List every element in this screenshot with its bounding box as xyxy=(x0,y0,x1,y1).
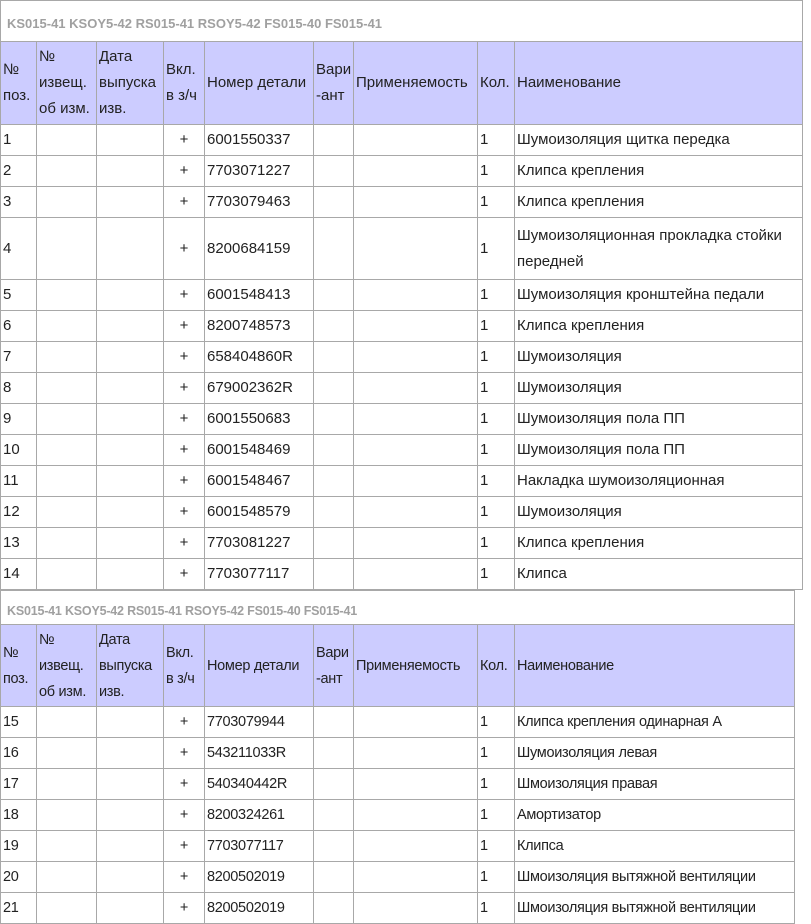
table-cell: 7 xyxy=(1,342,37,373)
column-header: Дата выпуска изв. xyxy=(97,625,164,707)
table-cell xyxy=(354,373,478,404)
table-cell: Амортизатор xyxy=(515,800,795,831)
table-cell: 8200502019 xyxy=(205,893,314,924)
table-cell: + xyxy=(164,831,205,862)
table-cell xyxy=(97,156,164,187)
table-cell: 13 xyxy=(1,528,37,559)
table-cell xyxy=(354,187,478,218)
table-cell: + xyxy=(164,342,205,373)
table-row xyxy=(1,466,803,497)
table-cell: + xyxy=(164,738,205,769)
table-cell xyxy=(314,800,354,831)
table-cell: 1 xyxy=(478,373,515,404)
table-cell xyxy=(314,218,354,280)
table-cell xyxy=(97,893,164,924)
table-title: KS015-41 KSOY5-42 RS015-41 RSOY5-42 FS015-40 FS015-41 xyxy=(1,1,803,42)
table-cell: Шмоизоляция вытяжной вентиляции xyxy=(515,893,795,924)
table-cell: 1 xyxy=(478,218,515,280)
table-cell: 1 xyxy=(478,738,515,769)
table-cell: 8 xyxy=(1,373,37,404)
table-cell: 6 xyxy=(1,311,37,342)
table-cell: + xyxy=(164,497,205,528)
table-cell xyxy=(97,187,164,218)
table-cell: 7703077117 xyxy=(205,559,314,590)
table-row xyxy=(1,187,803,218)
table-cell: 12 xyxy=(1,497,37,528)
table-cell: 1 xyxy=(478,404,515,435)
table-cell xyxy=(97,342,164,373)
table-cell: Клипса крепления xyxy=(515,311,803,342)
table-cell: + xyxy=(164,559,205,590)
table-cell: Шумоизоляция пола ПП xyxy=(515,435,803,466)
table-cell: Шумоизоляция xyxy=(515,342,803,373)
table-cell: 1 xyxy=(478,435,515,466)
table-cell: Шумоизоляция щитка передка xyxy=(515,125,803,156)
table-row xyxy=(1,893,795,924)
parts-table xyxy=(0,590,795,924)
table-cell: 7703079944 xyxy=(205,707,314,738)
table-row xyxy=(1,862,795,893)
table-cell: 1 xyxy=(1,125,37,156)
table-cell xyxy=(354,125,478,156)
table-cell: Шумоизоляция левая xyxy=(515,738,795,769)
table-cell: 18 xyxy=(1,800,37,831)
table-cell: Клипса крепления xyxy=(515,187,803,218)
table-cell: 6001548579 xyxy=(205,497,314,528)
column-header: Наименование xyxy=(515,42,803,125)
table-cell xyxy=(97,559,164,590)
table-row xyxy=(1,218,803,280)
table-cell xyxy=(97,862,164,893)
table-row xyxy=(1,373,803,404)
table-cell xyxy=(37,342,97,373)
table-cell: 1 xyxy=(478,342,515,373)
table-cell: Клипса xyxy=(515,559,803,590)
table-cell: 1 xyxy=(478,466,515,497)
table-cell: 1 xyxy=(478,800,515,831)
table-cell xyxy=(354,404,478,435)
table-cell: 4 xyxy=(1,218,37,280)
table-cell: Шумоизоляционная прокладка стойки передней xyxy=(515,218,803,280)
table-cell xyxy=(37,125,97,156)
table-cell xyxy=(354,466,478,497)
table-row xyxy=(1,311,803,342)
table-cell xyxy=(354,435,478,466)
table-cell: 7703079463 xyxy=(205,187,314,218)
table-cell xyxy=(37,311,97,342)
table-cell xyxy=(97,800,164,831)
table-cell: Шумоизоляция пола ПП xyxy=(515,404,803,435)
table-cell xyxy=(314,831,354,862)
table-cell xyxy=(354,342,478,373)
table-cell: + xyxy=(164,707,205,738)
table-cell: 5 xyxy=(1,280,37,311)
table-cell xyxy=(97,769,164,800)
table-row xyxy=(1,831,795,862)
table-row xyxy=(1,342,803,373)
table-cell: 1 xyxy=(478,311,515,342)
table-cell: + xyxy=(164,187,205,218)
table-cell xyxy=(314,280,354,311)
table-cell xyxy=(314,435,354,466)
table-cell xyxy=(97,404,164,435)
table-cell xyxy=(97,707,164,738)
table-cell: Клипса xyxy=(515,831,795,862)
table-cell xyxy=(37,893,97,924)
table-cell xyxy=(354,280,478,311)
table-cell: + xyxy=(164,800,205,831)
table-cell xyxy=(314,497,354,528)
table-cell xyxy=(97,218,164,280)
column-header: № извещ. об изм. xyxy=(37,42,97,125)
table-cell: 6001550683 xyxy=(205,404,314,435)
table-cell: 6001548469 xyxy=(205,435,314,466)
table-cell: + xyxy=(164,528,205,559)
table-cell: 8200748573 xyxy=(205,311,314,342)
table-cell: + xyxy=(164,435,205,466)
table-cell: Накладка шумоизоляционная xyxy=(515,466,803,497)
table-cell: 658404860R xyxy=(205,342,314,373)
column-header: Наименование xyxy=(515,625,795,707)
column-header: № поз. xyxy=(1,42,37,125)
table-cell xyxy=(37,769,97,800)
table-cell: Шумоизоляция кронштейна педали xyxy=(515,280,803,311)
table-cell: 2 xyxy=(1,156,37,187)
table-cell xyxy=(354,800,478,831)
table-cell: 14 xyxy=(1,559,37,590)
table-cell xyxy=(37,707,97,738)
table-cell xyxy=(314,187,354,218)
table-cell: + xyxy=(164,893,205,924)
table-cell: + xyxy=(164,466,205,497)
table-cell: + xyxy=(164,311,205,342)
table-cell xyxy=(37,497,97,528)
table-cell: 1 xyxy=(478,893,515,924)
table-cell: 1 xyxy=(478,187,515,218)
column-header: Дата выпуска изв. xyxy=(97,42,164,125)
column-header: № поз. xyxy=(1,625,37,707)
table-cell xyxy=(354,528,478,559)
table-cell: 1 xyxy=(478,156,515,187)
table-cell: 1 xyxy=(478,125,515,156)
table-cell: 15 xyxy=(1,707,37,738)
table-cell xyxy=(37,373,97,404)
table-row xyxy=(1,280,803,311)
table-cell xyxy=(37,435,97,466)
table-cell xyxy=(37,738,97,769)
table-row xyxy=(1,156,803,187)
column-header: Вари -ант xyxy=(314,42,354,125)
table-row xyxy=(1,125,803,156)
table-cell xyxy=(354,218,478,280)
table-cell: + xyxy=(164,373,205,404)
table-row xyxy=(1,559,803,590)
column-header: Применяемость xyxy=(354,42,478,125)
table-row xyxy=(1,528,803,559)
table-cell: Клипса крепления одинарная А xyxy=(515,707,795,738)
table-cell xyxy=(37,831,97,862)
table-cell xyxy=(37,800,97,831)
table-cell xyxy=(354,862,478,893)
table-cell xyxy=(354,497,478,528)
table-cell xyxy=(354,831,478,862)
table-cell xyxy=(314,893,354,924)
table-cell xyxy=(97,280,164,311)
table-cell xyxy=(314,311,354,342)
table-row xyxy=(1,800,795,831)
table-cell: Клипса крепления xyxy=(515,528,803,559)
column-header: Применяемость xyxy=(354,625,478,707)
table-cell: + xyxy=(164,218,205,280)
table-cell: 6001550337 xyxy=(205,125,314,156)
table-cell: Шмоизоляция правая xyxy=(515,769,795,800)
table-cell xyxy=(314,404,354,435)
table-row xyxy=(1,435,803,466)
table-cell: + xyxy=(164,862,205,893)
table-cell: + xyxy=(164,280,205,311)
table-row xyxy=(1,769,795,800)
table-cell xyxy=(314,466,354,497)
table-cell xyxy=(314,125,354,156)
table-cell xyxy=(354,769,478,800)
table-cell xyxy=(37,466,97,497)
table-cell: + xyxy=(164,404,205,435)
table-cell: 1 xyxy=(478,769,515,800)
column-header: Вкл. в з/ч xyxy=(164,42,205,125)
table-cell: 20 xyxy=(1,862,37,893)
table-cell xyxy=(314,559,354,590)
column-header: Вари -ант xyxy=(314,625,354,707)
table-row xyxy=(1,497,803,528)
table-cell: 1 xyxy=(478,280,515,311)
table-cell: Шумоизоляция xyxy=(515,373,803,404)
table-cell: 16 xyxy=(1,738,37,769)
table-cell xyxy=(97,738,164,769)
column-header: Кол. xyxy=(478,625,515,707)
table-cell: 3 xyxy=(1,187,37,218)
table-cell xyxy=(97,466,164,497)
table-cell xyxy=(37,218,97,280)
table-cell: 1 xyxy=(478,559,515,590)
table-cell xyxy=(314,373,354,404)
table-cell xyxy=(37,559,97,590)
table-cell xyxy=(37,187,97,218)
table-cell: + xyxy=(164,125,205,156)
table-cell: 8200324261 xyxy=(205,800,314,831)
table-cell: 679002362R xyxy=(205,373,314,404)
table-cell: + xyxy=(164,769,205,800)
table-cell xyxy=(354,738,478,769)
table-cell xyxy=(37,862,97,893)
table-cell: 7703071227 xyxy=(205,156,314,187)
table-cell xyxy=(37,280,97,311)
table-cell: 6001548467 xyxy=(205,466,314,497)
table-cell xyxy=(37,404,97,435)
table-cell xyxy=(314,156,354,187)
table-cell xyxy=(97,125,164,156)
table-cell xyxy=(314,738,354,769)
table-cell: 1 xyxy=(478,497,515,528)
table-row xyxy=(1,404,803,435)
table-cell: 6001548413 xyxy=(205,280,314,311)
table-cell: Шмоизоляция вытяжной вентиляции xyxy=(515,862,795,893)
table-cell: 17 xyxy=(1,769,37,800)
table-cell: 7703081227 xyxy=(205,528,314,559)
table-cell xyxy=(97,373,164,404)
column-header: Номер детали xyxy=(205,42,314,125)
table-row xyxy=(1,707,795,738)
table-cell xyxy=(97,311,164,342)
column-header: Вкл. в з/ч xyxy=(164,625,205,707)
column-header: Номер детали xyxy=(205,625,314,707)
table-cell xyxy=(97,497,164,528)
table-cell xyxy=(314,769,354,800)
table-cell: 19 xyxy=(1,831,37,862)
table-cell xyxy=(37,156,97,187)
table-cell xyxy=(97,528,164,559)
table-cell: 10 xyxy=(1,435,37,466)
table-cell xyxy=(37,528,97,559)
table-cell: 540340442R xyxy=(205,769,314,800)
table-cell xyxy=(354,559,478,590)
table-cell: Шумоизоляция xyxy=(515,497,803,528)
table-cell xyxy=(314,528,354,559)
table-cell xyxy=(354,156,478,187)
table-cell: 1 xyxy=(478,707,515,738)
table-cell xyxy=(97,435,164,466)
table-row xyxy=(1,738,795,769)
table-cell: 8200502019 xyxy=(205,862,314,893)
table-cell xyxy=(314,862,354,893)
table-cell: 7703077117 xyxy=(205,831,314,862)
table-cell xyxy=(354,311,478,342)
table-cell: 9 xyxy=(1,404,37,435)
table-cell: 1 xyxy=(478,528,515,559)
table-cell xyxy=(314,342,354,373)
table-cell: + xyxy=(164,156,205,187)
table-cell xyxy=(97,831,164,862)
table-cell xyxy=(354,893,478,924)
table-title: KS015-41 KSOY5-42 RS015-41 RSOY5-42 FS015-40 FS015-41 xyxy=(1,591,795,625)
table-cell: 1 xyxy=(478,862,515,893)
table-cell xyxy=(354,707,478,738)
table-cell: 1 xyxy=(478,831,515,862)
table-cell xyxy=(314,707,354,738)
table-cell: 8200684159 xyxy=(205,218,314,280)
table-cell: 11 xyxy=(1,466,37,497)
column-header: № извещ. об изм. xyxy=(37,625,97,707)
table-cell: Клипса крепления xyxy=(515,156,803,187)
table-cell: 21 xyxy=(1,893,37,924)
table-cell: 543211033R xyxy=(205,738,314,769)
column-header: Кол. xyxy=(478,42,515,125)
